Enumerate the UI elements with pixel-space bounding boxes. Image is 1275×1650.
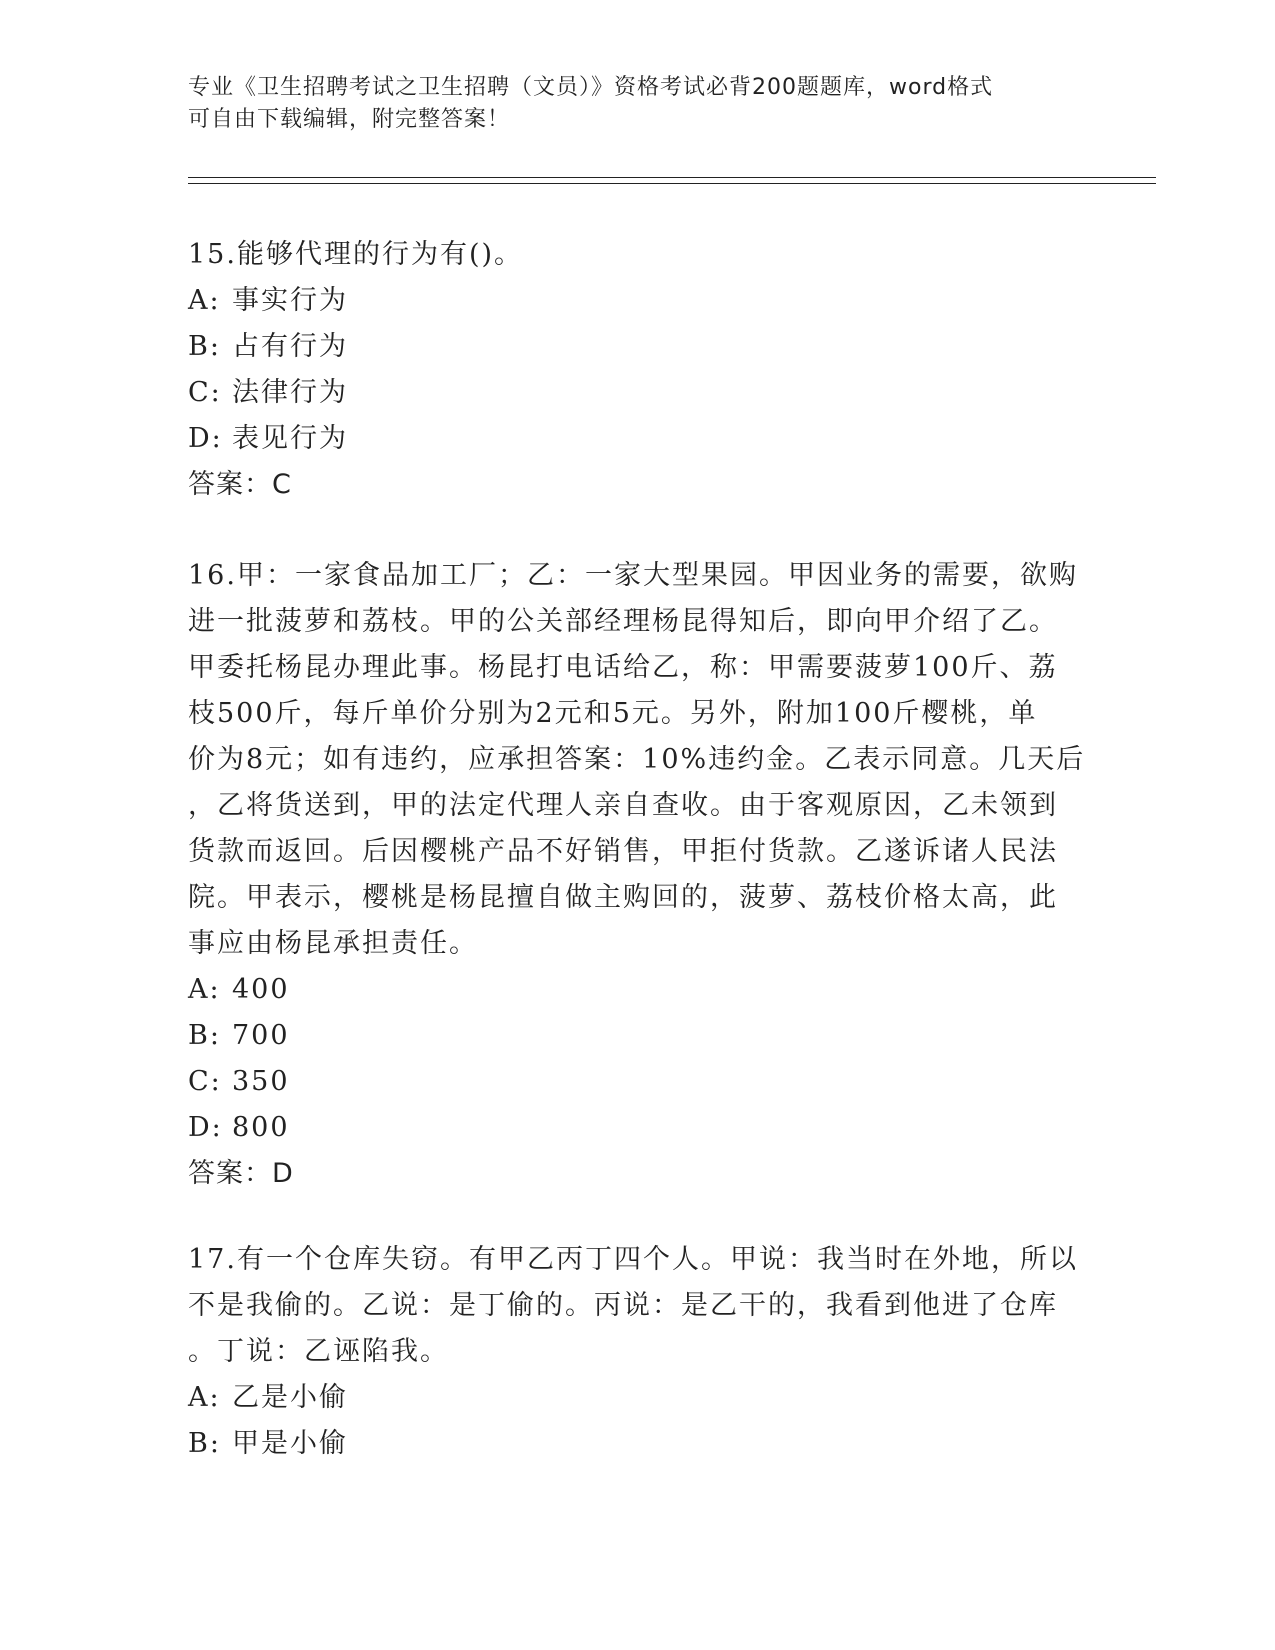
option-key: A: [188, 285, 221, 316]
option-d [188, 1105, 1078, 1151]
option-c [188, 1059, 1078, 1105]
stem-line: 不是我偷的。乙说：是丁偷的。丙说：是乙干的，我看到他进了仓库 [188, 1290, 1058, 1321]
option-b [188, 1013, 1078, 1059]
option-text: 占有行为 [232, 331, 348, 362]
option-key: C: [188, 1066, 222, 1097]
header-line-1: 专业《卫生招聘考试之卫生招聘（文员）》资格考试必背200题题库，word格式 [188, 75, 994, 100]
option-text: 表见行为 [232, 423, 348, 454]
header-divider [188, 177, 1156, 184]
stem-line: 16.甲：一家食品加工厂；乙：一家大型果园。甲因业务的需要，欲购 [188, 560, 1078, 591]
stem-line: 枝500斤，每斤单价分别为2元和5元。另外，附加100斤樱桃，单 [188, 698, 1038, 729]
option-c [188, 370, 1078, 416]
option-text: 800 [232, 1112, 290, 1143]
question-16 [188, 553, 1086, 1197]
option-key: A: [188, 1382, 221, 1413]
option-key: B: [188, 1428, 221, 1459]
stem-line: 甲委托杨昆办理此事。杨昆打电话给乙，称：甲需要菠萝100斤、荔 [188, 652, 1058, 683]
stem-line: 。丁说：乙诬陷我。 [188, 1336, 449, 1367]
option-key: A: [188, 974, 221, 1005]
option-text: 350 [232, 1066, 290, 1097]
option-key: D: [188, 423, 223, 454]
option-text: 700 [232, 1020, 290, 1051]
option-key: B: [188, 1020, 221, 1051]
stem-line: 价为8元；如有违约，应承担答案：10%违约金。乙表示同意。几天后 [188, 744, 1086, 775]
question-15 [188, 232, 1078, 508]
option-a [188, 967, 1078, 1013]
option-text: 400 [232, 974, 290, 1005]
stem-line: ，乙将货送到，甲的法定代理人亲自查收。由于客观原因，乙未领到 [188, 790, 1058, 821]
stem-line: 事应由杨昆承担责任。 [188, 928, 478, 959]
option-b [188, 1421, 1078, 1467]
answer-line: 答案：C [188, 469, 292, 500]
answer-line: 答案：D [188, 1158, 294, 1189]
option-text: 事实行为 [232, 285, 348, 316]
document-header [188, 72, 1088, 136]
option-text: 甲是小偷 [232, 1428, 348, 1459]
stem-line: 进一批菠萝和荔枝。甲的公关部经理杨昆得知后，即向甲介绍了乙。 [188, 606, 1058, 637]
option-d [188, 416, 1078, 462]
stem-line: 17.有一个仓库失窃。有甲乙丙丁四个人。甲说：我当时在外地，所以 [188, 1244, 1078, 1275]
option-text: 法律行为 [232, 377, 348, 408]
option-b [188, 324, 1078, 370]
stem-line: 货款而返回。后因樱桃产品不好销售，甲拒付货款。乙遂诉诸人民法 [188, 836, 1058, 867]
question-stem [188, 553, 1086, 967]
stem-line: 15.能够代理的行为有()。 [188, 239, 524, 270]
stem-line: 院。甲表示，樱桃是杨昆擅自做主购回的，菠萝、荔枝价格太高，此 [188, 882, 1058, 913]
option-key: C: [188, 377, 222, 408]
option-key: B: [188, 331, 221, 362]
option-a [188, 278, 1078, 324]
option-a [188, 1375, 1078, 1421]
option-key: D: [188, 1112, 223, 1143]
question-stem [188, 1237, 1078, 1375]
question-stem [188, 232, 1078, 278]
question-17 [188, 1237, 1078, 1467]
option-text: 乙是小偷 [232, 1382, 348, 1413]
header-line-2: 可自由下载编辑，附完整答案！ [188, 107, 511, 132]
